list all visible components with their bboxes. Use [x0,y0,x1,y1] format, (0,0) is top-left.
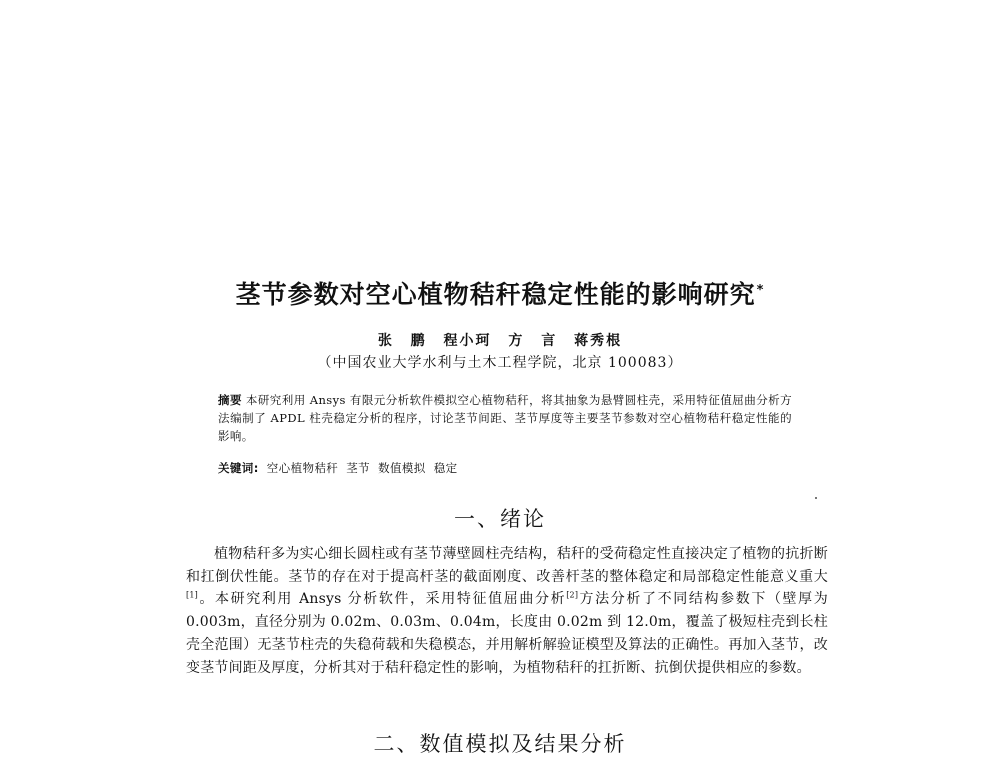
paragraph-text-part: 。本研究利用 Ansys 分析软件，采用特征值屈曲分析 [197,591,567,608]
keyword: 茎节 [346,461,371,475]
citation-ref: [1] [186,590,198,600]
abstract-label: 摘要 [218,393,242,407]
author-affiliation: （中国农业大学水利与土木工程学院，北京 100083） [317,355,683,371]
paragraph-text-part: 方法分析了不同结构参数下（壁厚为 0.003m，直径分别为 0.02m、0.03m、0.04m，长度由 0.02m 到 12.0m，覆盖了极短柱壳到长柱壳全范围）无茎节柱壳的失稳荷载和失稳模态，并用解析解验证模型及算法的正确性。再加入茎节，改变茎节间距及厚度，分析其对于秸秆稳定性的影响，为植物秸秆的扛折断、抗倒伏提供相应的参数。 [186,591,828,676]
section-heading-introduction: 一、绪论 [454,507,546,531]
citation-ref: [2] [566,590,579,600]
paper-title [0,275,1000,311]
section-heading-numerical-simulation: 二、数值模拟及结果分析 [373,732,627,756]
paper-title-text: 茎节参数对空心植物秸秆稳定性能的影响研究 [235,280,756,309]
introduction-paragraph [186,543,828,679]
keywords-label: 关键词: [218,461,259,475]
scan-speck [815,497,817,499]
abstract [218,391,792,445]
keywords [218,460,462,476]
abstract-text: 本研究利用 Ansys 有限元分析软件模拟空心植物秸秆，将其抽象为悬臂圆柱壳，采用特征值屈曲分析方法编制了 APDL 柱壳稳定分析的程序，讨论茎节间距、茎节厚度等主要茎节参数对空心植物秸秆稳定性能的影响。 [218,393,792,443]
keyword: 空心植物秸秆 [266,461,339,475]
keyword: 数值模拟 [378,461,426,475]
author-list: 张 鹏 程小珂 方 言 蒋秀根 [377,333,623,349]
title-footnote-marker: * [756,282,765,298]
paragraph-text-part: 植物秸秆多为实心细长圆柱或有茎节薄壁圆柱壳结构，秸秆的受荷稳定性直接决定了植物的抗折断和扛倒伏性能。茎节的存在对于提高杆茎的截面刚度、改善杆茎的整体稳定和局部稳定性能意义重大 [186,546,828,585]
keyword: 稳定 [433,461,458,475]
